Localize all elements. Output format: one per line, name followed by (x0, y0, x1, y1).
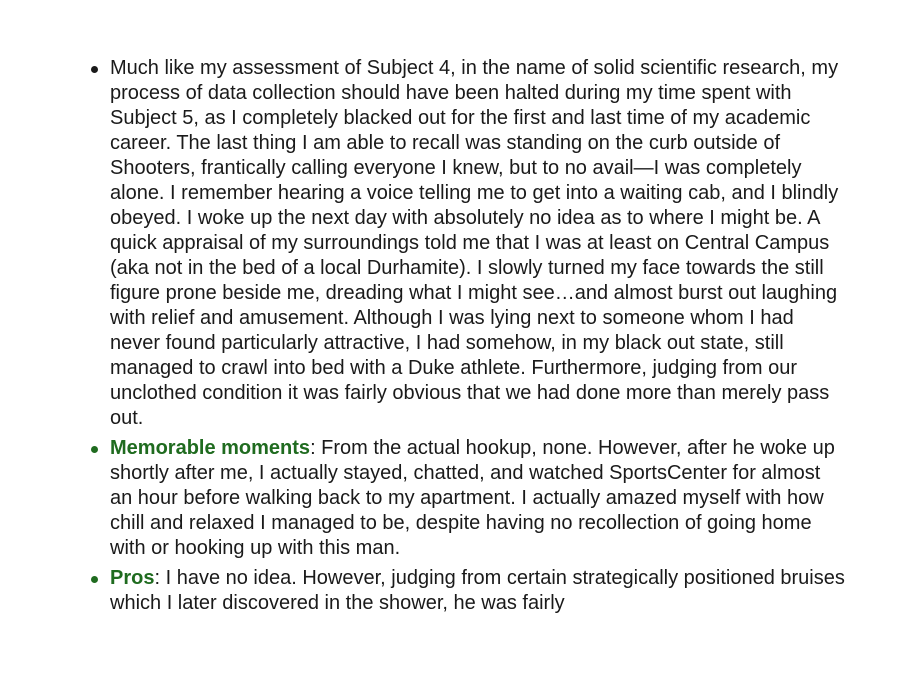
list-item (110, 56, 845, 431)
bullet-icon (91, 66, 98, 73)
item-text: From the actual hookup, none. However, after he woke up shortly after me, I actually stayed, chatted, and watched SportsCenter for almost an hour before walking back to my apartment. I actually amazed myself with how chill and relaxed I managed to be, despite having no recollection of going home with or hooking up with this man. (110, 437, 835, 559)
item-text: I have no idea. However, judging from certain strategically positioned bruises which I later discovered in the shower, he was fairly (110, 567, 845, 614)
list-item (110, 566, 845, 616)
bullet-icon (91, 446, 98, 453)
item-heading: Pros (110, 567, 155, 589)
list-item (110, 436, 845, 561)
item-heading: Memorable moments (110, 437, 311, 459)
item-separator: : (154, 567, 161, 589)
bullet-list (110, 56, 845, 621)
item-separator: : (310, 437, 316, 459)
bullet-icon (91, 576, 98, 583)
item-text: Much like my assessment of Subject 4, in the name of solid scientific research, my process of data collection should have been halted during my time spent with Subject 5, as I completely blacked out for the first and last time of my academic career. The last thing I am able to recall was standing on the curb outside of Shooters, frantically calling everyone I knew, but to no avail—I was completely alone. I remember hearing a voice telling me to get into a waiting cab, and I blindly obeyed. I woke up the next day with absolutely no idea as to where I might be. A quick appraisal of my surroundings told me that I was at least on Central Campus (aka not in the bed of a local Durhamite). I slowly turned my face towards the still figure prone beside me, dreading what I might see…and almost burst out laughing with relief and amusement. Although I was lying next to someone whom I had never found particularly attractive, I had somehow, in my black out state, still managed to crawl into bed with a Duke athlete. Furthermore, judging from our unclothed condition it was fairly obvious that we had done more than merely pass out. (110, 57, 839, 429)
